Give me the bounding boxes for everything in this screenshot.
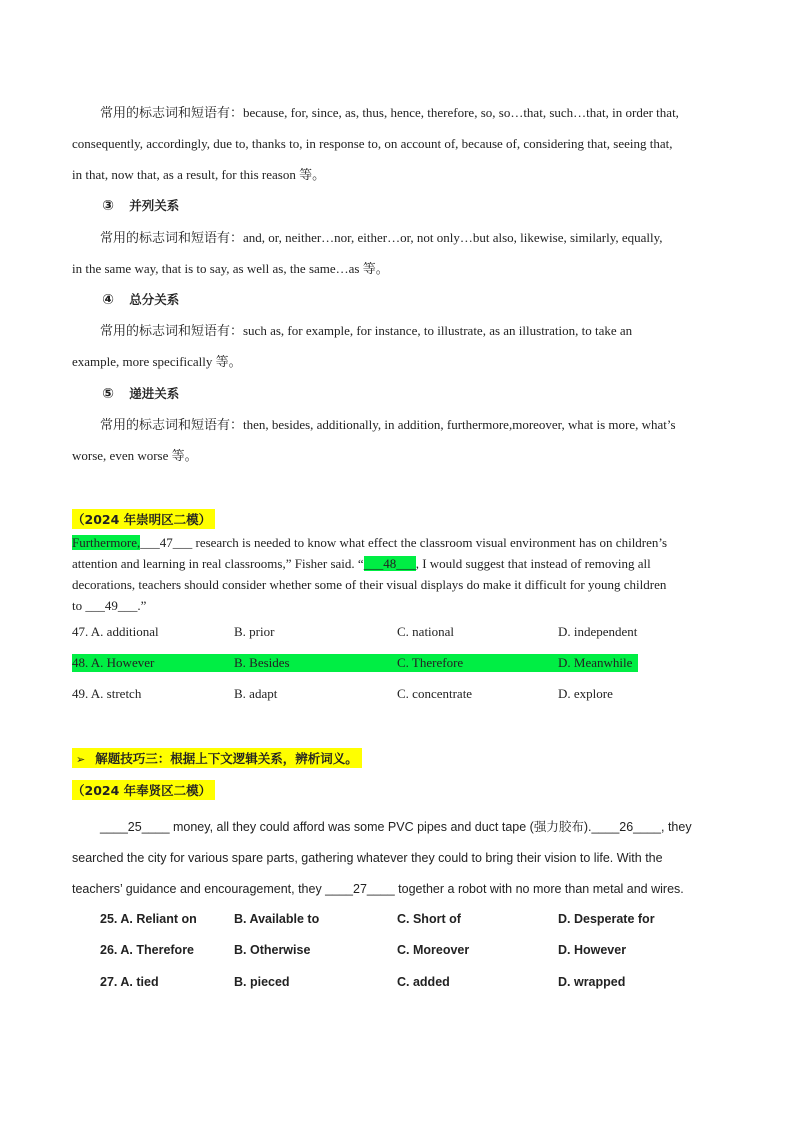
tip3-text: 解题技巧三：根据上下文逻辑关系，辨析词义。 [95, 751, 358, 766]
exam1-line-4: to ___49___.” [72, 598, 147, 613]
exam1-line-2-post: , I would suggest that instead of removing all [415, 556, 651, 571]
question-47-options [0, 624, 794, 644]
blank-48-highlight: ___48___ [363, 556, 416, 571]
arrow-bullet-icon: ➢ [76, 753, 86, 766]
parallel-heading [100, 196, 179, 214]
question-48-options [0, 655, 794, 675]
general-heading [100, 290, 179, 308]
q47-option-c: C. national [397, 624, 455, 639]
cause-line-2: consequently, accordingly, due to, thanks to, in response to, on account of, because of, considering that, seeing that, [72, 136, 673, 151]
q26-option-c: C. Moreover [397, 943, 470, 957]
exam2-line-2: searched the city for various spare parts, gathering whatever they could to bring their vision to life. With the [72, 851, 663, 865]
question-49-options [0, 686, 794, 706]
furthermore-highlight: Furthermore, [72, 535, 141, 550]
progressive-line-2: worse, even worse 等。 [72, 448, 198, 463]
exam1-tag: （2024 年崇明区二模） [72, 509, 215, 529]
q27-option-c: C. added [397, 975, 450, 989]
parallel-line-1: 常用的标志词和短语有：and, or, neither…nor, either…or, not only…but also, likewise, similarly, equally, [100, 230, 663, 245]
q48-option-a: 48. A. However [72, 655, 155, 670]
general-line-2: example, more specifically 等。 [72, 354, 242, 369]
q48-option-b: B. Besides [234, 655, 290, 670]
parallel-line-2: in the same way, that is to say, as well as, the same…as 等。 [72, 261, 389, 276]
q25-option-d: D. Desperate for [558, 912, 655, 926]
q48-option-c: C. Therefore [397, 655, 464, 670]
q26-option-b: B. Otherwise [234, 943, 311, 957]
q27-option-d: D. wrapped [558, 975, 626, 989]
exam1-line-2-pre: attention and learning in real classrooms,” Fisher said. “ [72, 556, 364, 571]
tip3-heading [72, 748, 362, 768]
q26-option-a: 26. A. Therefore [100, 943, 195, 957]
exam1-line-1-rest: ___47___ research is needed to know what effect the classroom visual environment has on children’s [140, 535, 668, 550]
cause-line-1: 常用的标志词和短语有：because, for, since, as, thus, hence, therefore, so, so…that, such…that, in order that, [100, 105, 679, 120]
general-title: 总分关系 [129, 292, 180, 307]
general-line-1: 常用的标志词和短语有：such as, for example, for instance, to illustrate, as an illustration, to take an [100, 323, 633, 338]
question-27-options [0, 975, 794, 995]
q25-option-a: 25. A. Reliant on [100, 912, 197, 926]
question-25-options [0, 912, 794, 932]
q49-option-c: C. concentrate [397, 686, 473, 701]
exam2-line-1: ____25____ money, all they could afford was some PVC pipes and duct tape (强力胶布).____26____, they [100, 820, 692, 834]
q48-option-d: D. Meanwhile [558, 655, 633, 670]
progressive-title: 递进关系 [129, 386, 180, 401]
question-26-options [0, 943, 794, 963]
circled-five-marker: ⑤ [102, 386, 114, 402]
q49-option-b: B. adapt [234, 686, 278, 701]
q49-option-d: D. explore [558, 686, 613, 701]
circled-three-marker: ③ [102, 198, 114, 214]
q27-option-b: B. pieced [234, 975, 290, 989]
exam2-tag: （2024 年奉贤区二模） [72, 780, 215, 800]
progressive-line-1: 常用的标志词和短语有：then, besides, additionally, in addition, furthermore,moreover, what is more, what’s [100, 417, 676, 432]
parallel-title: 并列关系 [129, 198, 180, 213]
q47-option-d: D. independent [558, 624, 638, 639]
q26-option-d: D. However [558, 943, 627, 957]
circled-four-marker: ④ [102, 292, 114, 308]
q47-option-b: B. prior [234, 624, 275, 639]
exam1-line-2 [72, 556, 651, 572]
exam1-line-1 [72, 535, 667, 551]
exam2-line-3: teachers’ guidance and encouragement, they ____27____ together a robot with no more than metal and wires. [72, 882, 684, 896]
q27-option-a: 27. A. tied [100, 975, 159, 989]
q25-option-b: B. Available to [234, 912, 320, 926]
exam1-line-3: decorations, teachers should consider whether some of their visual displays do make it difficult for young children [72, 577, 667, 592]
q49-option-a: 49. A. stretch [72, 686, 142, 701]
progressive-heading [100, 384, 179, 402]
cause-line-3: in that, now that, as a result, for this reason 等。 [72, 167, 326, 182]
q25-option-c: C. Short of [397, 912, 461, 926]
q47-option-a: 47. A. additional [72, 624, 159, 639]
